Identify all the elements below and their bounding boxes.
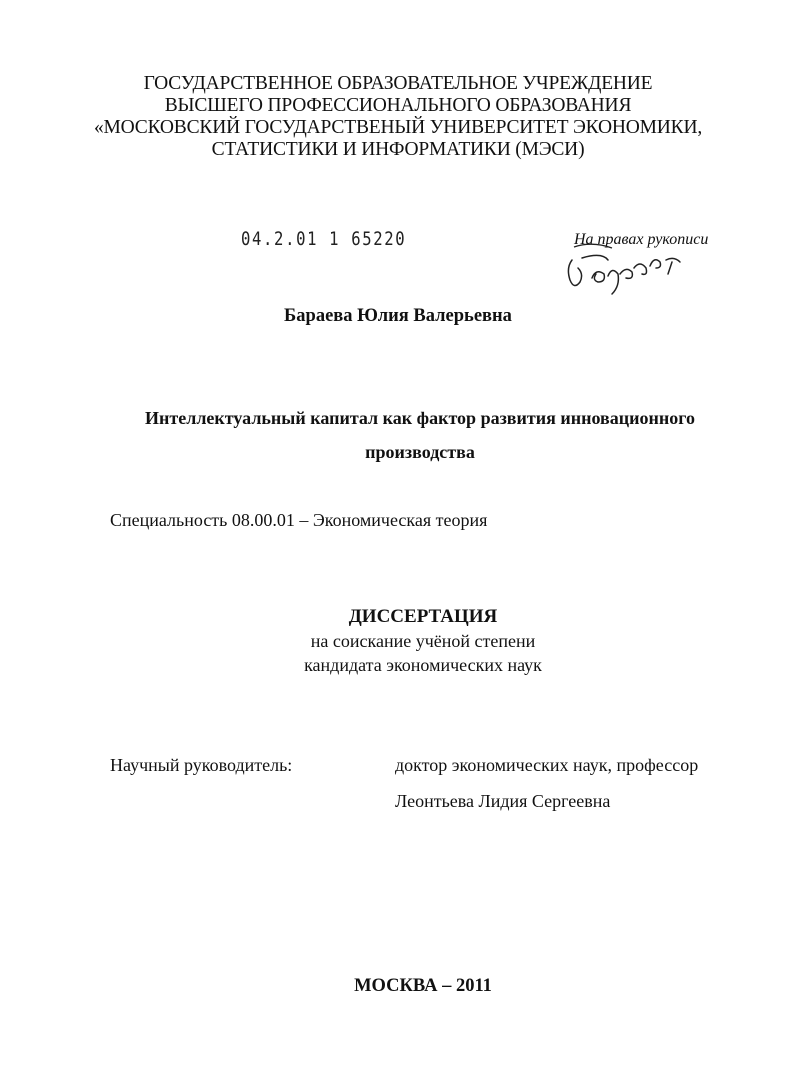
city-year: МОСКВА – 2011 (354, 976, 492, 996)
header-line: ВЫСШЕГО ПРОФЕССИОНАЛЬНОГО ОБРАЗОВАНИЯ (164, 95, 632, 116)
supervisor-name: Леонтьева Лидия Сергеевна (395, 791, 611, 811)
supervisor-degree: доктор экономических наук, профессор (395, 755, 699, 775)
specialty-line: Специальность 08.00.01 – Экономическая теория (110, 510, 488, 530)
archive-stamp-code: 04.2.01 1 65220 (241, 228, 407, 250)
degree-line-2: кандидата экономических наук (304, 655, 542, 675)
author-name: Бараева Юлия Валерьевна (284, 306, 512, 326)
dissertation-heading: ДИССЕРТАЦИЯ (348, 606, 498, 627)
dissertation-title (120, 401, 720, 469)
header-line: «МОСКОВСКИЙ ГОСУДАРСТВЕНЫЙ УНИВЕРСИТЕТ ЭКОНОМИКИ, (93, 117, 702, 138)
title-line: Интеллектуальный капитал как фактор развития инновационного (145, 408, 695, 428)
handwritten-signature (562, 238, 702, 298)
manuscript-rights-note: На правах рукописи (574, 231, 709, 248)
institution-header (0, 73, 796, 161)
header-line: СТАТИСТИКИ И ИНФОРМАТИКИ (МЭСИ) (211, 139, 585, 160)
title-line: производства (365, 442, 475, 462)
supervisor-label: Научный руководитель: (110, 755, 293, 775)
degree-line-1: на соискание учёной степени (310, 631, 536, 651)
header-line: ГОСУДАРСТВЕННОЕ ОБРАЗОВАТЕЛЬНОЕ УЧРЕЖДЕНИЕ (143, 73, 653, 94)
